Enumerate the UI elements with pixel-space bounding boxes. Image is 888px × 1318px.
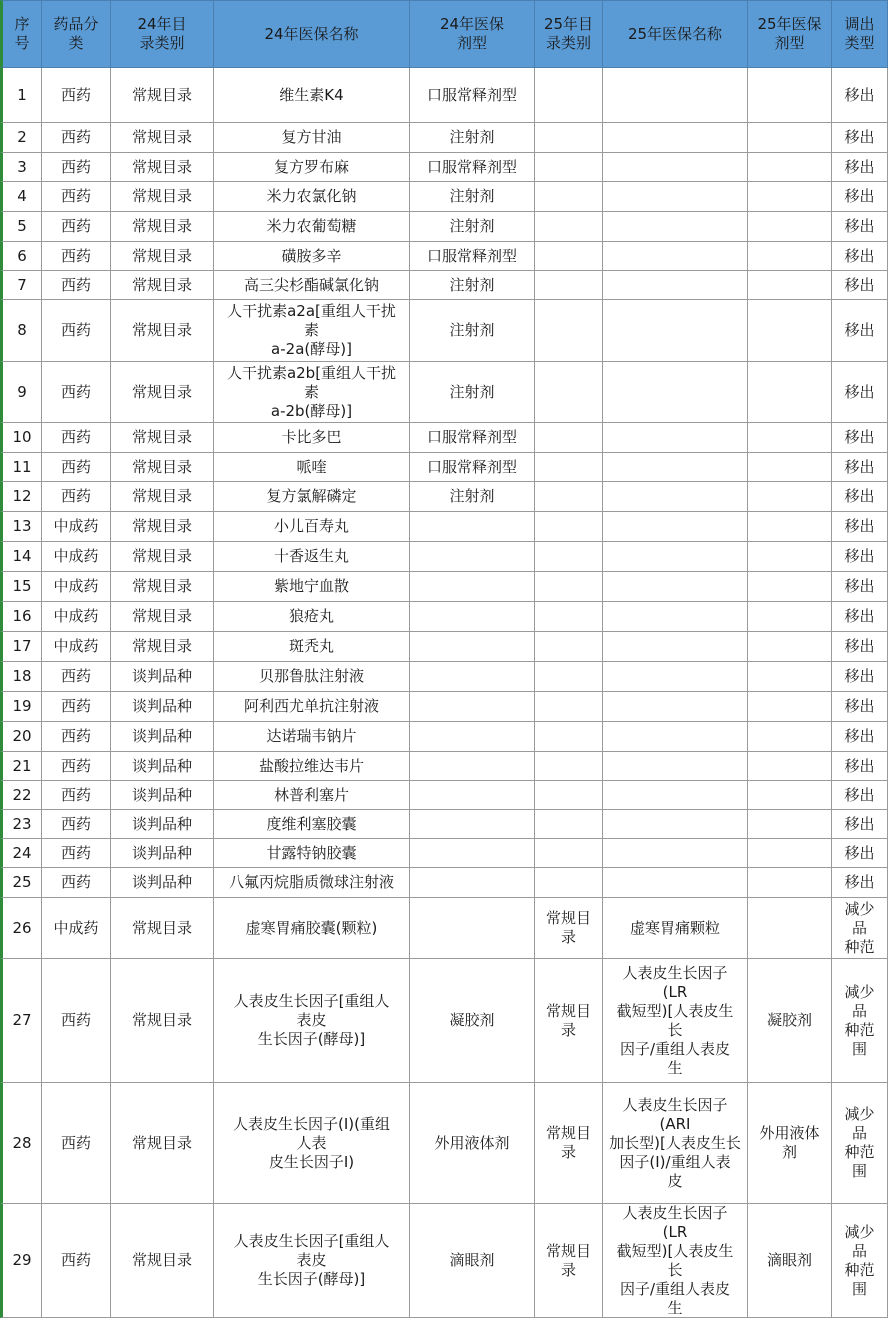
cell-catalog-25[interactable] <box>535 632 603 662</box>
cell-category[interactable]: 中成药 <box>42 572 111 602</box>
cell-form-24[interactable] <box>410 722 535 752</box>
cell-form-24[interactable] <box>410 572 535 602</box>
cell-name-24[interactable]: 人干扰素a2b[重组人干扰 素 a-2b(酵母)] <box>214 362 410 423</box>
cell-catalog-25[interactable] <box>535 810 603 839</box>
cell-catalog-24[interactable]: 谈判品种 <box>111 752 214 781</box>
cell-removal-type[interactable]: 减少 品 种范 围 <box>832 959 888 1083</box>
cell-name-24[interactable]: 贝那鲁肽注射液 <box>214 662 410 692</box>
cell-seq[interactable]: 9 <box>0 362 42 423</box>
cell-form-25[interactable] <box>748 362 832 423</box>
cell-name-24[interactable]: 维生素K4 <box>214 68 410 123</box>
cell-seq[interactable]: 21 <box>0 752 42 781</box>
cell-form-24[interactable]: 口服常释剂型 <box>410 153 535 182</box>
cell-removal-type[interactable]: 移出 <box>832 572 888 602</box>
cell-category[interactable]: 中成药 <box>42 632 111 662</box>
cell-seq[interactable]: 29 <box>0 1204 42 1318</box>
cell-form-25[interactable] <box>748 662 832 692</box>
cell-removal-type[interactable]: 移出 <box>832 453 888 482</box>
cell-form-25[interactable] <box>748 153 832 182</box>
cell-form-25[interactable] <box>748 271 832 300</box>
cell-name-25[interactable]: 人表皮生长因子 (LR 截短型)[人表皮生 长 因子/重组人表皮 生 <box>603 959 748 1083</box>
cell-form-24[interactable] <box>410 839 535 868</box>
cell-name-24[interactable]: 八氟丙烷脂质微球注射液 <box>214 868 410 898</box>
cell-name-24[interactable]: 阿利西尤单抗注射液 <box>214 692 410 722</box>
cell-category[interactable]: 中成药 <box>42 602 111 632</box>
cell-name-25[interactable] <box>603 602 748 632</box>
cell-name-25[interactable] <box>603 242 748 271</box>
cell-category[interactable]: 西药 <box>42 810 111 839</box>
cell-form-24[interactable]: 注射剂 <box>410 362 535 423</box>
cell-name-25[interactable]: 人表皮生长因子 (ARI 加长型)[人表皮生长 因子(I)/重组人表 皮 <box>603 1083 748 1204</box>
cell-form-25[interactable] <box>748 242 832 271</box>
cell-seq[interactable]: 28 <box>0 1083 42 1204</box>
cell-catalog-25[interactable] <box>535 123 603 153</box>
cell-seq[interactable]: 19 <box>0 692 42 722</box>
cell-removal-type[interactable]: 移出 <box>832 182 888 212</box>
cell-name-25[interactable] <box>603 781 748 810</box>
cell-catalog-25[interactable] <box>535 362 603 423</box>
cell-catalog-25[interactable] <box>535 662 603 692</box>
header-seq[interactable]: 序 号 <box>0 0 42 68</box>
cell-name-24[interactable]: 复方甘油 <box>214 123 410 153</box>
cell-removal-type[interactable]: 移出 <box>832 692 888 722</box>
cell-category[interactable]: 西药 <box>42 68 111 123</box>
cell-name-24[interactable]: 狼疮丸 <box>214 602 410 632</box>
cell-catalog-24[interactable]: 谈判品种 <box>111 692 214 722</box>
cell-form-25[interactable] <box>748 300 832 362</box>
cell-form-24[interactable]: 注射剂 <box>410 271 535 300</box>
cell-seq[interactable]: 8 <box>0 300 42 362</box>
cell-form-24[interactable] <box>410 602 535 632</box>
cell-form-24[interactable]: 注射剂 <box>410 182 535 212</box>
cell-category[interactable]: 西药 <box>42 423 111 453</box>
cell-form-25[interactable] <box>748 182 832 212</box>
cell-seq[interactable]: 22 <box>0 781 42 810</box>
cell-form-24[interactable] <box>410 632 535 662</box>
header-category[interactable]: 药品分 类 <box>42 0 111 68</box>
cell-category[interactable]: 中成药 <box>42 898 111 959</box>
cell-catalog-25[interactable] <box>535 68 603 123</box>
cell-form-25[interactable] <box>748 868 832 898</box>
cell-category[interactable]: 西药 <box>42 1204 111 1318</box>
cell-form-24[interactable]: 口服常释剂型 <box>410 68 535 123</box>
cell-form-25[interactable] <box>748 542 832 572</box>
cell-form-25[interactable] <box>748 453 832 482</box>
cell-category[interactable]: 西药 <box>42 868 111 898</box>
cell-seq[interactable]: 26 <box>0 898 42 959</box>
header-form-24[interactable]: 24年医保 剂型 <box>410 0 535 68</box>
cell-category[interactable]: 西药 <box>42 839 111 868</box>
cell-catalog-24[interactable]: 常规目录 <box>111 68 214 123</box>
cell-seq[interactable]: 3 <box>0 153 42 182</box>
cell-name-25[interactable]: 虚寒胃痛颗粒 <box>603 898 748 959</box>
cell-removal-type[interactable]: 移出 <box>832 602 888 632</box>
cell-name-25[interactable]: 人表皮生长因子 (LR 截短型)[人表皮生 长 因子/重组人表皮 生 <box>603 1204 748 1318</box>
cell-removal-type[interactable]: 移出 <box>832 423 888 453</box>
cell-category[interactable]: 西药 <box>42 182 111 212</box>
cell-catalog-24[interactable]: 常规目录 <box>111 1083 214 1204</box>
cell-name-25[interactable] <box>603 572 748 602</box>
header-name-24[interactable]: 24年医保名称 <box>214 0 410 68</box>
cell-name-24[interactable]: 林普利塞片 <box>214 781 410 810</box>
cell-removal-type[interactable]: 减少 品 种范 围 <box>832 1083 888 1204</box>
cell-form-24[interactable]: 凝胶剂 <box>410 959 535 1083</box>
cell-catalog-25[interactable] <box>535 212 603 242</box>
cell-category[interactable]: 西药 <box>42 242 111 271</box>
cell-form-25[interactable] <box>748 482 832 512</box>
cell-category[interactable]: 西药 <box>42 271 111 300</box>
cell-name-25[interactable] <box>603 68 748 123</box>
cell-name-25[interactable] <box>603 839 748 868</box>
cell-name-25[interactable] <box>603 300 748 362</box>
cell-name-24[interactable]: 人表皮生长因子(I)(重组 人表 皮生长因子I) <box>214 1083 410 1204</box>
cell-catalog-24[interactable]: 常规目录 <box>111 959 214 1083</box>
cell-name-25[interactable] <box>603 752 748 781</box>
cell-removal-type[interactable]: 移出 <box>832 271 888 300</box>
cell-seq[interactable]: 14 <box>0 542 42 572</box>
cell-name-24[interactable]: 虚寒胃痛胶囊(颗粒) <box>214 898 410 959</box>
cell-seq[interactable]: 17 <box>0 632 42 662</box>
cell-category[interactable]: 西药 <box>42 123 111 153</box>
cell-form-25[interactable] <box>748 722 832 752</box>
cell-removal-type[interactable]: 移出 <box>832 242 888 271</box>
cell-name-25[interactable] <box>603 153 748 182</box>
cell-name-24[interactable]: 人表皮生长因子[重组人 表皮 生长因子(酵母)] <box>214 959 410 1083</box>
cell-name-25[interactable] <box>603 212 748 242</box>
cell-catalog-24[interactable]: 常规目录 <box>111 542 214 572</box>
cell-form-25[interactable] <box>748 572 832 602</box>
cell-catalog-24[interactable]: 常规目录 <box>111 1204 214 1318</box>
cell-form-25[interactable] <box>748 68 832 123</box>
cell-catalog-24[interactable]: 谈判品种 <box>111 662 214 692</box>
cell-name-24[interactable]: 卡比多巴 <box>214 423 410 453</box>
header-removal-type[interactable]: 调出 类型 <box>832 0 888 68</box>
cell-name-24[interactable]: 复方罗布麻 <box>214 153 410 182</box>
cell-form-25[interactable] <box>748 781 832 810</box>
cell-form-25[interactable] <box>748 423 832 453</box>
cell-name-25[interactable] <box>603 271 748 300</box>
cell-catalog-25[interactable] <box>535 182 603 212</box>
cell-form-24[interactable]: 滴眼剂 <box>410 1204 535 1318</box>
cell-catalog-24[interactable]: 谈判品种 <box>111 722 214 752</box>
cell-catalog-24[interactable]: 常规目录 <box>111 632 214 662</box>
cell-form-25[interactable] <box>748 123 832 153</box>
cell-form-25[interactable] <box>748 512 832 542</box>
cell-form-24[interactable] <box>410 662 535 692</box>
cell-category[interactable]: 西药 <box>42 1083 111 1204</box>
cell-catalog-25[interactable] <box>535 752 603 781</box>
cell-form-25[interactable] <box>748 632 832 662</box>
cell-removal-type[interactable]: 移出 <box>832 839 888 868</box>
cell-catalog-24[interactable]: 常规目录 <box>111 212 214 242</box>
cell-name-25[interactable] <box>603 692 748 722</box>
cell-form-25[interactable]: 滴眼剂 <box>748 1204 832 1318</box>
cell-name-24[interactable]: 小儿百寿丸 <box>214 512 410 542</box>
cell-catalog-25[interactable] <box>535 271 603 300</box>
cell-catalog-24[interactable]: 常规目录 <box>111 482 214 512</box>
cell-catalog-25[interactable] <box>535 482 603 512</box>
cell-form-24[interactable]: 口服常释剂型 <box>410 423 535 453</box>
cell-seq[interactable]: 6 <box>0 242 42 271</box>
cell-name-24[interactable]: 高三尖杉酯碱氯化钠 <box>214 271 410 300</box>
cell-catalog-25[interactable] <box>535 602 603 632</box>
header-catalog-25[interactable]: 25年目 录类别 <box>535 0 603 68</box>
cell-catalog-25[interactable]: 常规目 录 <box>535 1083 603 1204</box>
cell-catalog-25[interactable] <box>535 722 603 752</box>
cell-name-24[interactable]: 紫地宁血散 <box>214 572 410 602</box>
cell-catalog-24[interactable]: 谈判品种 <box>111 868 214 898</box>
cell-seq[interactable]: 27 <box>0 959 42 1083</box>
header-form-25[interactable]: 25年医保 剂型 <box>748 0 832 68</box>
cell-name-24[interactable]: 达诺瑞韦钠片 <box>214 722 410 752</box>
cell-category[interactable]: 西药 <box>42 692 111 722</box>
cell-seq[interactable]: 5 <box>0 212 42 242</box>
cell-name-25[interactable] <box>603 123 748 153</box>
cell-form-25[interactable] <box>748 898 832 959</box>
cell-removal-type[interactable]: 移出 <box>832 722 888 752</box>
cell-catalog-24[interactable]: 常规目录 <box>111 512 214 542</box>
cell-catalog-24[interactable]: 常规目录 <box>111 602 214 632</box>
cell-name-25[interactable] <box>603 482 748 512</box>
cell-catalog-25[interactable] <box>535 572 603 602</box>
cell-catalog-25[interactable] <box>535 242 603 271</box>
cell-category[interactable]: 西药 <box>42 662 111 692</box>
cell-catalog-25[interactable] <box>535 512 603 542</box>
cell-catalog-25[interactable]: 常规目 录 <box>535 959 603 1083</box>
cell-form-25[interactable] <box>748 602 832 632</box>
cell-form-24[interactable]: 注射剂 <box>410 482 535 512</box>
cell-removal-type[interactable]: 移出 <box>832 68 888 123</box>
cell-name-24[interactable]: 度维利塞胶囊 <box>214 810 410 839</box>
cell-name-25[interactable] <box>603 868 748 898</box>
cell-removal-type[interactable]: 移出 <box>832 482 888 512</box>
cell-form-24[interactable]: 口服常释剂型 <box>410 242 535 271</box>
cell-name-24[interactable]: 磺胺多辛 <box>214 242 410 271</box>
cell-catalog-24[interactable]: 谈判品种 <box>111 810 214 839</box>
cell-name-24[interactable]: 人表皮生长因子[重组人 表皮 生长因子(酵母)] <box>214 1204 410 1318</box>
cell-name-25[interactable] <box>603 362 748 423</box>
cell-catalog-24[interactable]: 常规目录 <box>111 182 214 212</box>
cell-form-24[interactable]: 外用液体剂 <box>410 1083 535 1204</box>
cell-catalog-25[interactable]: 常规目 录 <box>535 1204 603 1318</box>
header-catalog-24[interactable]: 24年目 录类别 <box>111 0 214 68</box>
cell-form-25[interactable] <box>748 810 832 839</box>
cell-name-25[interactable] <box>603 632 748 662</box>
cell-form-24[interactable] <box>410 752 535 781</box>
cell-catalog-24[interactable]: 常规目录 <box>111 898 214 959</box>
cell-category[interactable]: 西药 <box>42 752 111 781</box>
cell-catalog-25[interactable] <box>535 453 603 482</box>
cell-seq[interactable]: 16 <box>0 602 42 632</box>
cell-catalog-24[interactable]: 常规目录 <box>111 362 214 423</box>
cell-catalog-25[interactable] <box>535 423 603 453</box>
cell-name-24[interactable]: 人干扰素a2a[重组人干扰 素 a-2a(酵母)] <box>214 300 410 362</box>
cell-form-24[interactable] <box>410 898 535 959</box>
cell-catalog-24[interactable]: 常规目录 <box>111 423 214 453</box>
cell-category[interactable]: 西药 <box>42 781 111 810</box>
cell-name-24[interactable]: 复方氯解磷定 <box>214 482 410 512</box>
cell-category[interactable]: 中成药 <box>42 512 111 542</box>
cell-catalog-25[interactable] <box>535 153 603 182</box>
cell-category[interactable]: 西药 <box>42 482 111 512</box>
cell-name-25[interactable] <box>603 662 748 692</box>
cell-removal-type[interactable]: 移出 <box>832 362 888 423</box>
cell-catalog-24[interactable]: 常规目录 <box>111 271 214 300</box>
cell-form-25[interactable] <box>748 752 832 781</box>
cell-category[interactable]: 西药 <box>42 212 111 242</box>
cell-seq[interactable]: 12 <box>0 482 42 512</box>
cell-form-24[interactable] <box>410 810 535 839</box>
cell-catalog-24[interactable]: 谈判品种 <box>111 781 214 810</box>
cell-form-24[interactable] <box>410 781 535 810</box>
cell-name-25[interactable] <box>603 810 748 839</box>
cell-form-24[interactable]: 注射剂 <box>410 123 535 153</box>
cell-form-25[interactable] <box>748 212 832 242</box>
cell-category[interactable]: 西药 <box>42 300 111 362</box>
cell-removal-type[interactable]: 移出 <box>832 752 888 781</box>
cell-seq[interactable]: 15 <box>0 572 42 602</box>
cell-catalog-25[interactable] <box>535 300 603 362</box>
cell-name-25[interactable] <box>603 453 748 482</box>
cell-catalog-25[interactable] <box>535 692 603 722</box>
cell-catalog-24[interactable]: 常规目录 <box>111 572 214 602</box>
cell-seq[interactable]: 7 <box>0 271 42 300</box>
cell-form-24[interactable]: 注射剂 <box>410 300 535 362</box>
cell-seq[interactable]: 10 <box>0 423 42 453</box>
cell-form-25[interactable]: 凝胶剂 <box>748 959 832 1083</box>
cell-name-24[interactable]: 十香返生丸 <box>214 542 410 572</box>
cell-seq[interactable]: 1 <box>0 68 42 123</box>
cell-removal-type[interactable]: 移出 <box>832 153 888 182</box>
cell-catalog-24[interactable]: 常规目录 <box>111 453 214 482</box>
cell-form-24[interactable] <box>410 692 535 722</box>
cell-seq[interactable]: 11 <box>0 453 42 482</box>
cell-removal-type[interactable]: 移出 <box>832 810 888 839</box>
cell-form-24[interactable]: 注射剂 <box>410 212 535 242</box>
cell-catalog-25[interactable] <box>535 781 603 810</box>
cell-name-24[interactable]: 盐酸拉维达韦片 <box>214 752 410 781</box>
cell-name-25[interactable] <box>603 722 748 752</box>
cell-removal-type[interactable]: 移出 <box>832 781 888 810</box>
cell-category[interactable]: 西药 <box>42 453 111 482</box>
cell-name-25[interactable] <box>603 423 748 453</box>
cell-seq[interactable]: 23 <box>0 810 42 839</box>
cell-seq[interactable]: 24 <box>0 839 42 868</box>
cell-seq[interactable]: 4 <box>0 182 42 212</box>
cell-name-25[interactable] <box>603 182 748 212</box>
cell-catalog-25[interactable] <box>535 542 603 572</box>
cell-form-24[interactable] <box>410 512 535 542</box>
cell-removal-type[interactable]: 移出 <box>832 212 888 242</box>
cell-category[interactable]: 西药 <box>42 722 111 752</box>
cell-catalog-25[interactable] <box>535 839 603 868</box>
cell-seq[interactable]: 18 <box>0 662 42 692</box>
cell-removal-type[interactable]: 移出 <box>832 512 888 542</box>
cell-name-25[interactable] <box>603 542 748 572</box>
cell-name-24[interactable]: 哌喹 <box>214 453 410 482</box>
cell-name-24[interactable]: 甘露特钠胶囊 <box>214 839 410 868</box>
cell-name-24[interactable]: 斑秃丸 <box>214 632 410 662</box>
cell-removal-type[interactable]: 移出 <box>832 632 888 662</box>
cell-removal-type[interactable]: 移出 <box>832 123 888 153</box>
cell-catalog-24[interactable]: 常规目录 <box>111 300 214 362</box>
cell-category[interactable]: 西药 <box>42 362 111 423</box>
cell-catalog-25[interactable] <box>535 868 603 898</box>
cell-seq[interactable]: 2 <box>0 123 42 153</box>
cell-removal-type[interactable]: 移出 <box>832 542 888 572</box>
cell-catalog-24[interactable]: 常规目录 <box>111 242 214 271</box>
cell-form-25[interactable]: 外用液体 剂 <box>748 1083 832 1204</box>
cell-category[interactable]: 西药 <box>42 153 111 182</box>
cell-seq[interactable]: 13 <box>0 512 42 542</box>
cell-removal-type[interactable]: 移出 <box>832 662 888 692</box>
cell-seq[interactable]: 25 <box>0 868 42 898</box>
cell-form-24[interactable]: 口服常释剂型 <box>410 453 535 482</box>
cell-name-25[interactable] <box>603 512 748 542</box>
cell-removal-type[interactable]: 移出 <box>832 300 888 362</box>
cell-form-25[interactable] <box>748 692 832 722</box>
cell-removal-type[interactable]: 移出 <box>832 868 888 898</box>
cell-category[interactable]: 西药 <box>42 959 111 1083</box>
cell-form-25[interactable] <box>748 839 832 868</box>
cell-category[interactable]: 中成药 <box>42 542 111 572</box>
cell-form-24[interactable] <box>410 542 535 572</box>
cell-catalog-24[interactable]: 常规目录 <box>111 123 214 153</box>
cell-seq[interactable]: 20 <box>0 722 42 752</box>
cell-catalog-24[interactable]: 谈判品种 <box>111 839 214 868</box>
header-name-25[interactable]: 25年医保名称 <box>603 0 748 68</box>
cell-name-24[interactable]: 米力农氯化钠 <box>214 182 410 212</box>
cell-form-24[interactable] <box>410 868 535 898</box>
cell-removal-type[interactable]: 减少 品 种范 围 <box>832 1204 888 1318</box>
cell-catalog-25[interactable]: 常规目 录 <box>535 898 603 959</box>
cell-name-24[interactable]: 米力农葡萄糖 <box>214 212 410 242</box>
cell-removal-type[interactable]: 减少 品 种范 <box>832 898 888 959</box>
cell-catalog-24[interactable]: 常规目录 <box>111 153 214 182</box>
